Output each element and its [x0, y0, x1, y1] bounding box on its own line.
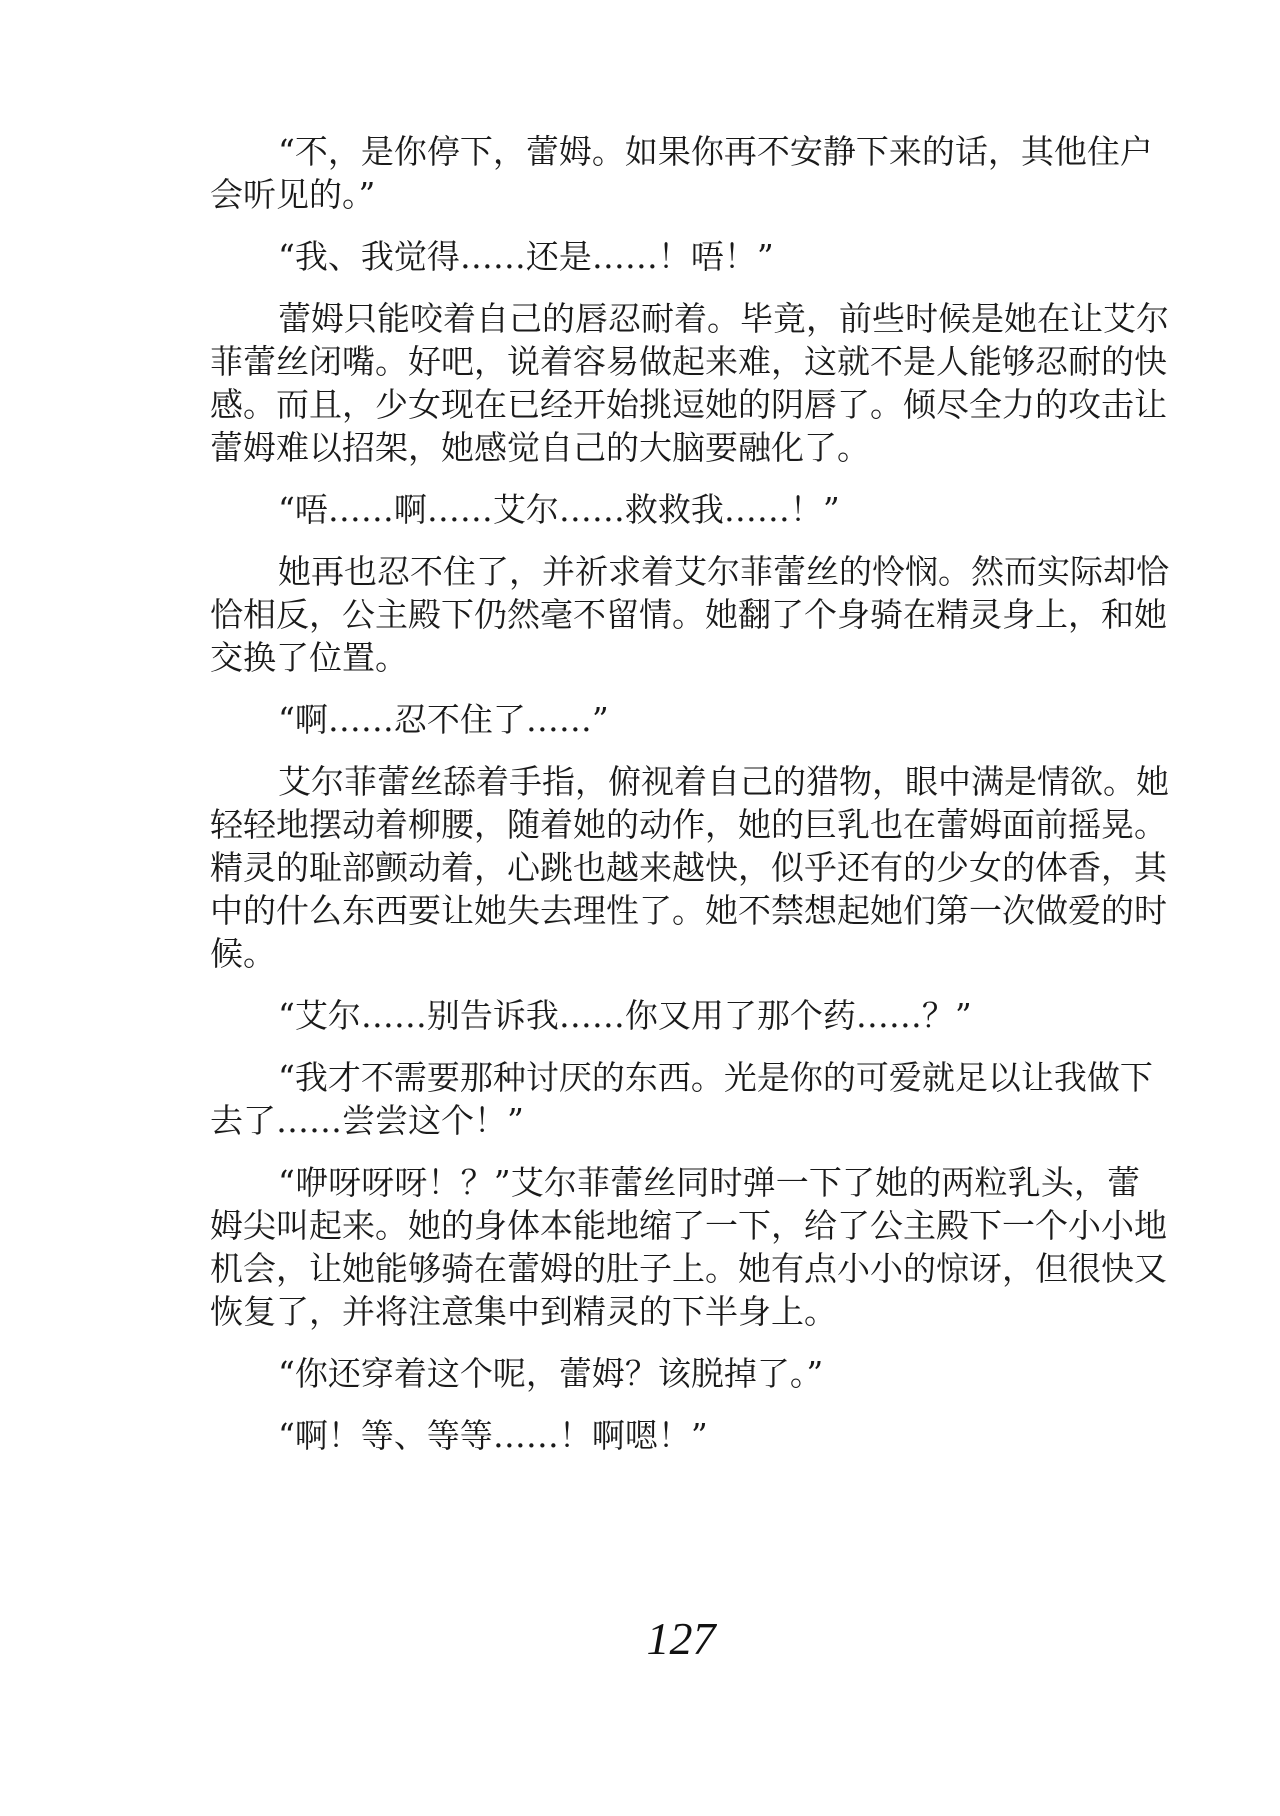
text-line: 机会，让她能够骑在蕾姆的肚子上。她有点小小的惊讶，但很快又	[210, 1249, 1167, 1288]
text-line: 艾尔菲蕾丝舔着手指，俯视着自己的猎物，眼中满是情欲。她	[278, 762, 1169, 801]
paragraph	[210, 698, 1140, 741]
text-line: “你还穿着这个呢，蕾姆？该脱掉了。”	[278, 1354, 824, 1393]
text-line: 她再也忍不住了，并祈求着艾尔菲蕾丝的怜悯。然而实际却恰	[278, 552, 1169, 591]
paragraph	[210, 1414, 1140, 1457]
text-line: 恰相反，公主殿下仍然毫不留情。她翻了个身骑在精灵身上，和她	[210, 595, 1167, 634]
text-line: 精灵的耻部颤动着，心跳也越来越快，似乎还有的少女的体香，其	[210, 848, 1167, 887]
text-line: 姆尖叫起来。她的身体本能地缩了一下，给了公主殿下一个小小地	[210, 1206, 1167, 1245]
paragraph	[210, 1161, 1167, 1333]
paragraph	[210, 550, 1169, 679]
text-line: 蕾姆难以招架，她感觉自己的大脑要融化了。	[210, 428, 870, 467]
text-line: “啊！等、等等……！啊嗯！”	[278, 1416, 708, 1455]
paragraph	[210, 1352, 1140, 1395]
text-line: “不，是你停下，蕾姆。如果你再不安静下来的话，其他住户	[278, 132, 1153, 171]
text-line: 会听见的。”	[210, 175, 376, 214]
text-line: 感。而且，少女现在已经开始挑逗她的阴唇了。倾尽全力的攻击让	[210, 385, 1167, 424]
text-line: 候。	[210, 934, 276, 973]
paragraph	[210, 130, 1153, 216]
text-line: 中的什么东西要让她失去理性了。她不禁想起她们第一次做爱的时	[210, 891, 1167, 930]
paragraph	[210, 1056, 1153, 1142]
paragraph	[210, 297, 1169, 469]
text-line: 恢复了，并将注意集中到精灵的下半身上。	[210, 1292, 837, 1331]
page-number: 127	[646, 1613, 716, 1664]
paragraph	[210, 235, 1140, 278]
text-line: “咿呀呀呀！？”艾尔菲蕾丝同时弹一下了她的两粒乳头，蕾	[278, 1163, 1140, 1202]
paragraph	[210, 488, 1140, 531]
text-line: “啊……忍不住了……”	[278, 700, 609, 739]
paragraph	[210, 760, 1169, 975]
text-line: “艾尔……别告诉我……你又用了那个药……？”	[278, 996, 972, 1035]
body-text	[210, 130, 1169, 1476]
text-line: “唔……啊……艾尔……救救我……！”	[278, 490, 840, 529]
text-line: 菲蕾丝闭嘴。好吧，说着容易做起来难，这就不是人能够忍耐的快	[210, 342, 1167, 381]
text-line: 去了……尝尝这个！”	[210, 1101, 524, 1140]
paragraph	[210, 994, 1140, 1037]
text-line: “我才不需要那种讨厌的东西。光是你的可爱就足以让我做下	[278, 1058, 1153, 1097]
text-line: 蕾姆只能咬着自己的唇忍耐着。毕竟，前些时候是她在让艾尔	[278, 299, 1169, 338]
text-line: “我、我觉得……还是……！唔！”	[278, 237, 774, 276]
text-line: 轻轻地摆动着柳腰，随着她的动作，她的巨乳也在蕾姆面前摇晃。	[210, 805, 1167, 844]
text-line: 交换了位置。	[210, 638, 408, 677]
